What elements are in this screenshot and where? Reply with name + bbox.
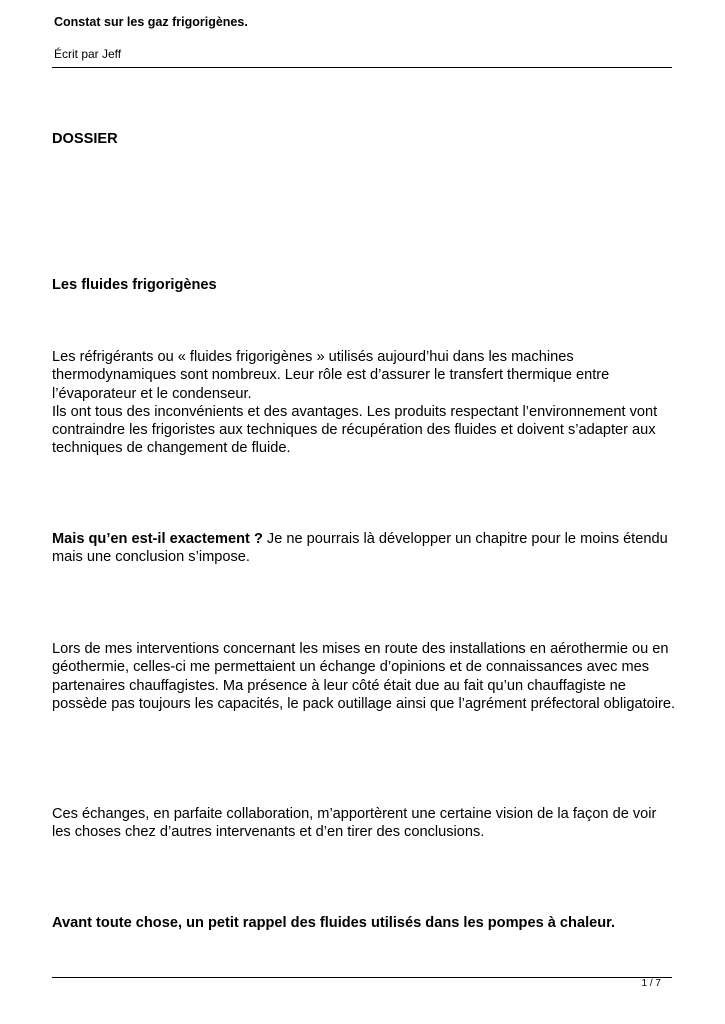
paragraph-exchanges [52,805,677,842]
paragraph-intro [52,348,677,458]
page-header [52,0,672,68]
document-author: Écrit par Jeff [54,47,122,61]
paragraph-exchanges-text: Ces échanges, en parfaite collaboration, m’apportèrent une certaine vision de la façon de voir les choses chez d’autres intervenants et d’en tirer des conclusions. [52,806,657,841]
paragraph-reminder: Avant toute chose, un petit rappel des fluides utilisés dans les pompes à chaleur. [52,915,616,931]
section-heading: Les fluides frigorigènes [52,277,217,293]
question-bold-text: Mais qu’en est-il exactement ? [52,531,263,547]
section-label: DOSSIER [52,131,118,147]
paragraph-interventions [52,640,677,713]
paragraph-question [52,530,677,567]
paragraph-interventions-text: Lors de mes interventions concernant les mises en route des installations en aérothermie ou en géothermie, celles-ci me permettaient un échange d’opinions et de connaissances avec mes partenaires chauffagistes. Ma présence à leur côté était due au fait qu’un chauffagiste ne possède pas toujours les capacités, le pack outillage ainsi que l’agrément préfectoral obligatoire. [52,641,676,712]
paragraph-intro-part2: Ils ont tous des inconvénients et des avantages. Les produits respectant l’environnement vont contraindre les frigoristes aux techniques de récupération des fluides et doivent s’adapter aux techniques de changement de fluide. [52,403,658,457]
question-rest-text: Je ne pourrais là développer un chapitre pour le moins étendu mais une conclusion s’impose. [52,531,668,566]
paragraph-intro-part1: Les réfrigérants ou « fluides frigorigènes » utilisés aujourd’hui dans les machines thermodynamiques sont nombreux. Leur rôle est d’assurer le transfert thermique entre l’évaporateur et le condenseur. [52,349,610,402]
document-title: Constat sur les gaz frigorigènes. [54,15,248,29]
footer-divider [52,977,672,978]
page-number: 1 / 7 [641,978,661,989]
